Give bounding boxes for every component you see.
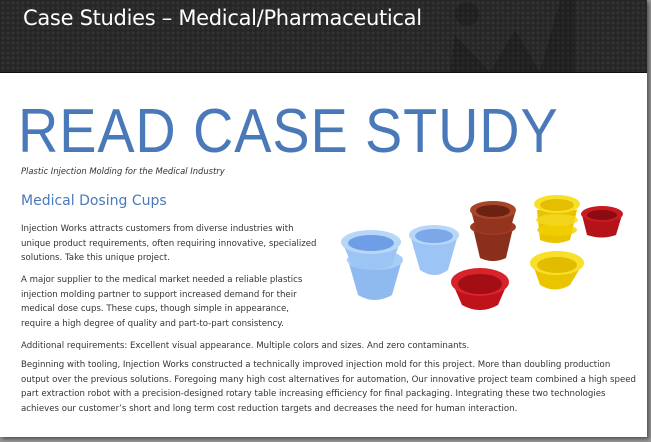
dosing-cups-image [330,190,630,335]
red-cup-small [581,206,623,238]
section-title: Medical Dosing Cups [21,193,167,209]
paragraph-intro: Injection Works attracts customers from diverse industries with unique product requirements, often requiring innovative, specialized solutions. Take this unique project. [21,224,317,264]
page-title: Case Studies – Medical/Pharmaceutical [23,6,422,30]
red-bowl [451,268,509,310]
subtitle: Plastic Injection Molding for the Medical Industry [21,166,225,176]
blue-cup-stack [341,230,403,300]
brown-cup-stack [470,201,516,261]
paragraph-supplier: A major supplier to the medical market needed a reliable plastics injection molding partner to support increased demand for their medical dose cups. These cups, though simple in appearance, require a high degree of quality and part-to-part consistency. [21,275,303,329]
logo-watermark-icon [445,0,575,72]
yellow-cup-stack [534,195,580,243]
yellow-bowl [530,251,584,290]
blue-cup [409,225,459,275]
read-case-study-heading: READ CASE STUDY [18,97,559,166]
page-header-banner [0,0,647,73]
paragraph-requirements: Additional requirements: Excellent visual appearance. Multiple colors and sizes. And zero contaminants. [21,341,470,351]
paragraph-solution: Beginning with tooling, Injection Works constructed a technically improved injection mold for this project. More than doubling production output over the previous solutions. Foregoing many high cost alternatives for automation, Our innovative project team combined a high speed part extraction robot with a precision-designed rotary table increasing efficiency for final packaging. Integrating these two technologies achieves our customer’s short and long term cost reduction targets and decreases the need for human interaction. [21,360,636,414]
